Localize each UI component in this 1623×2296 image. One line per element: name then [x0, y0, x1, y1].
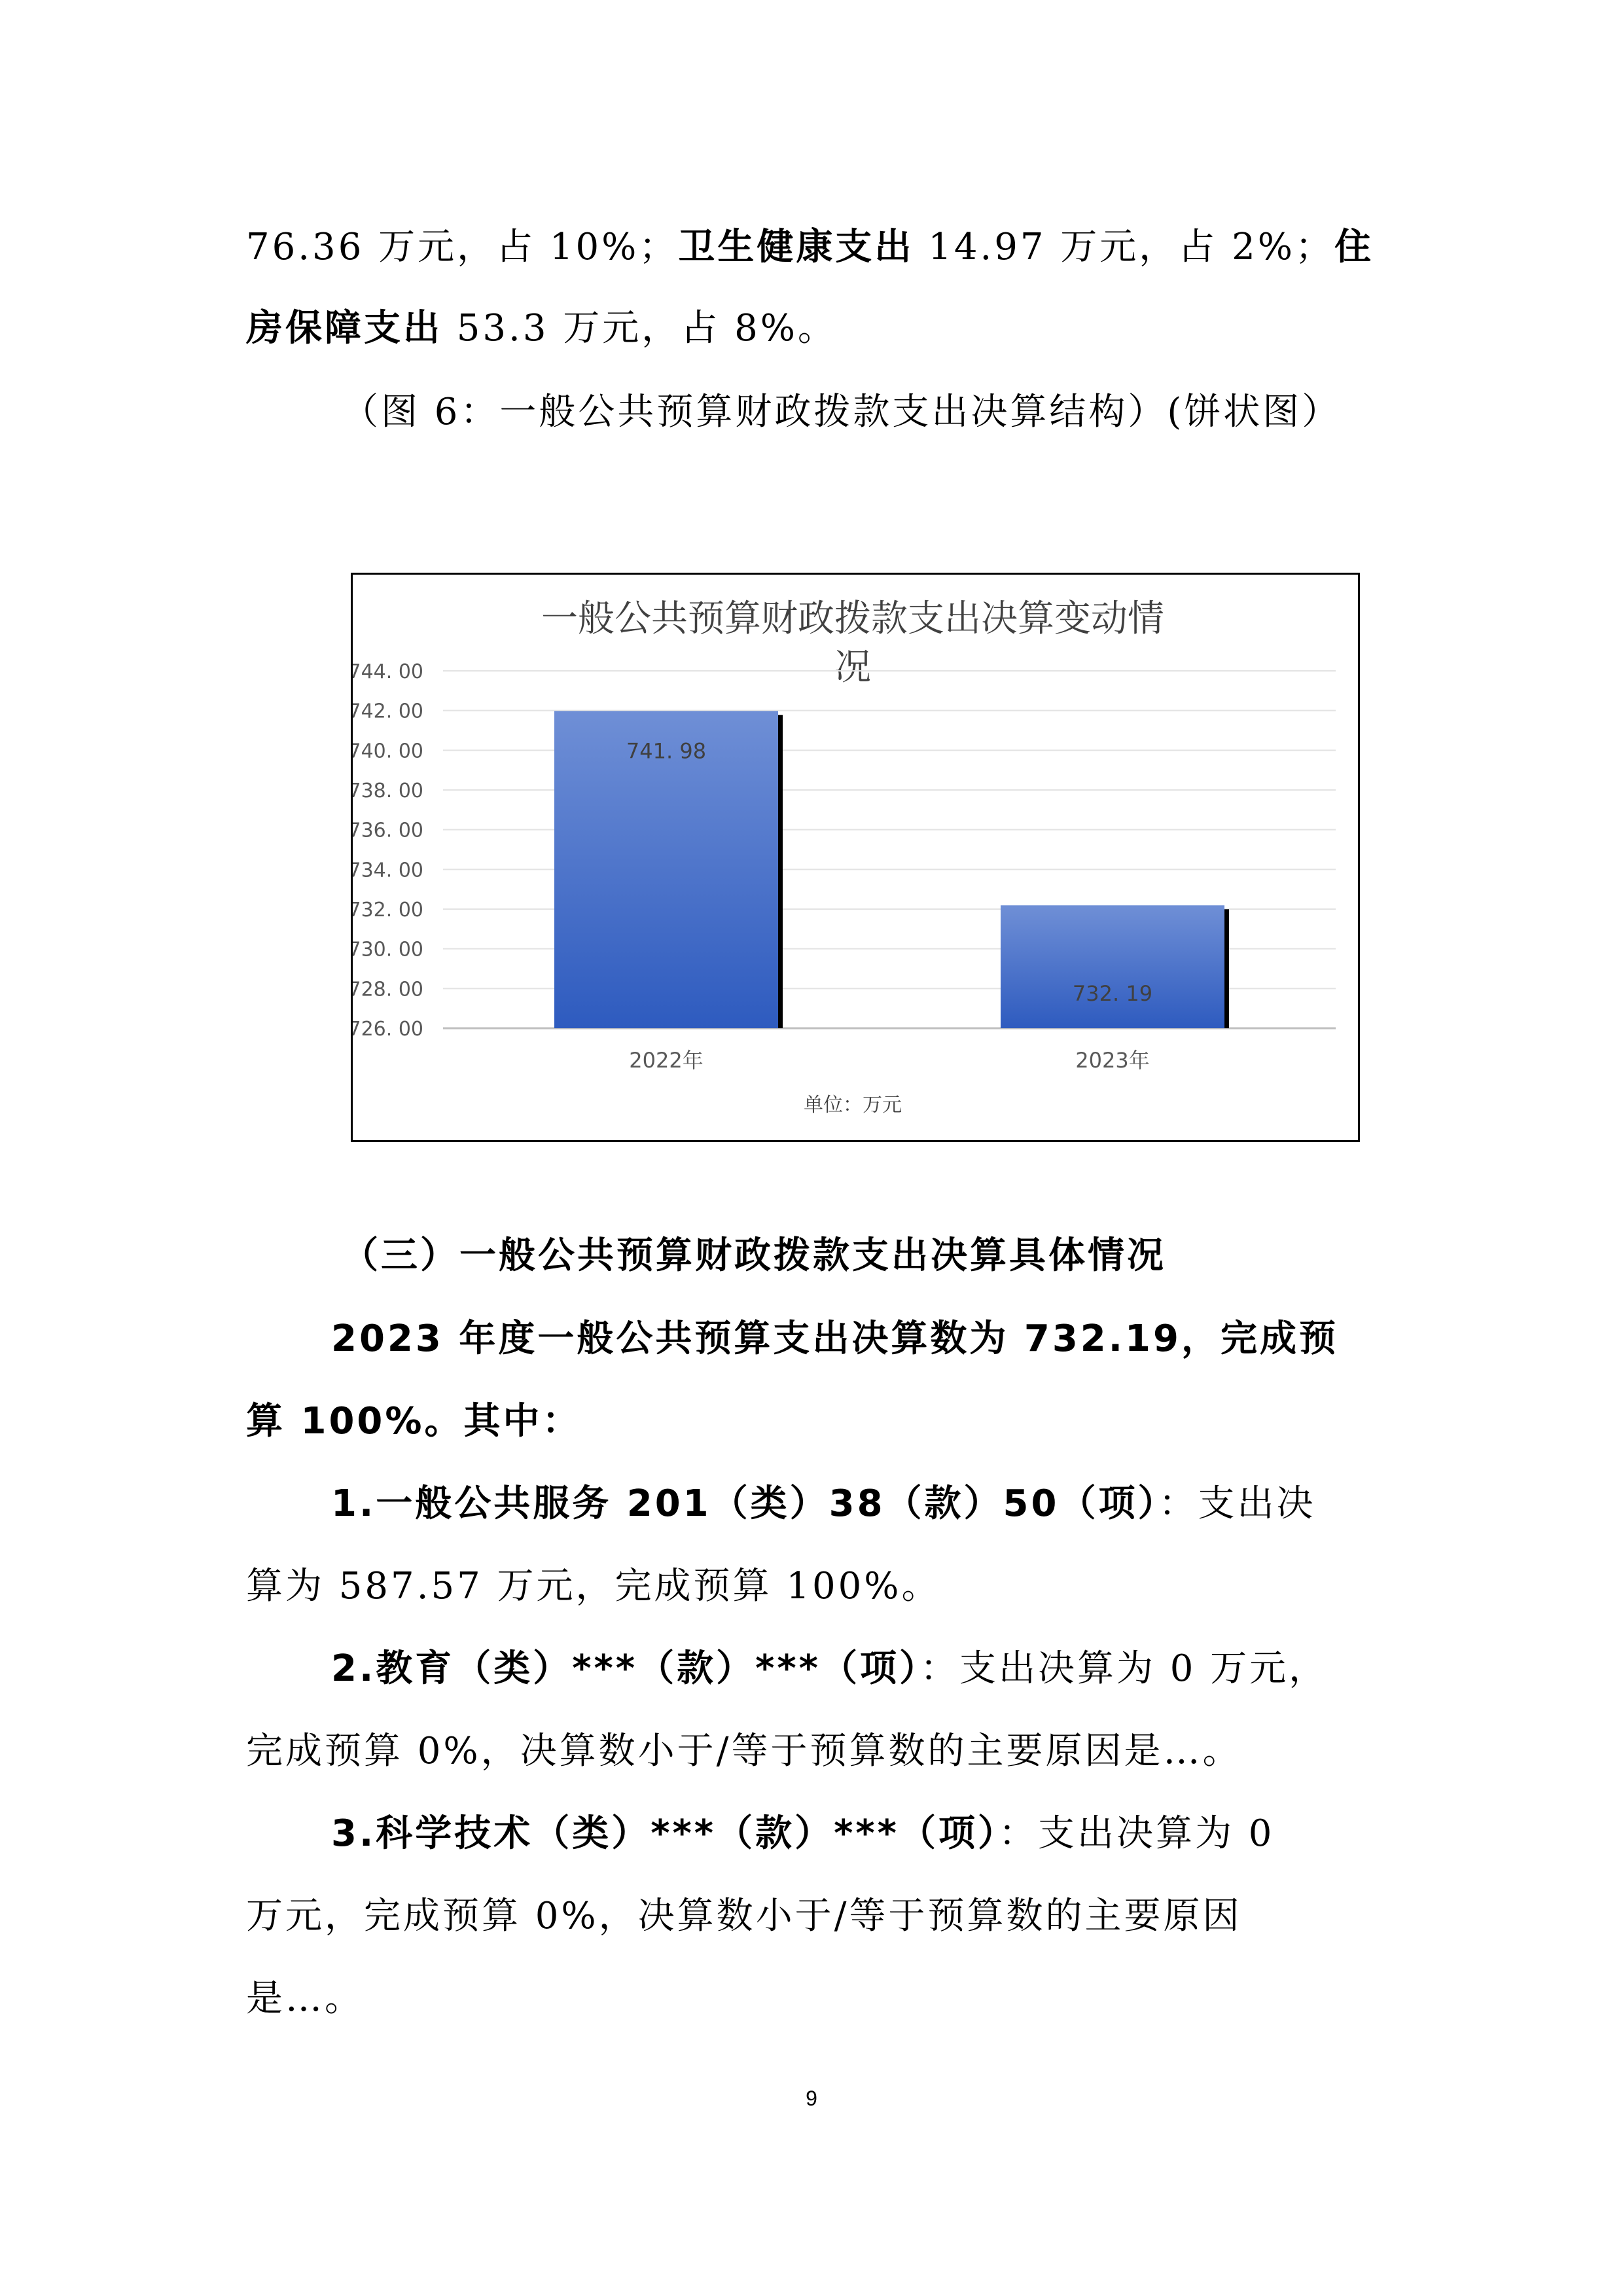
- y-tick-label: 736. 00: [353, 819, 423, 842]
- item-1-line-2: 算为 587.57 万元，完成预算 100%。: [246, 1565, 941, 1607]
- item-3-line-2: 万元，完成预算 0%，决算数小于/等于预算数的主要原因: [246, 1895, 1242, 1937]
- body-line-1: 76.36 万元，占 10%；卫生健康支出 14.97 万元，占 2%；住: [246, 226, 1374, 268]
- y-tick-label: 732. 00: [353, 899, 423, 922]
- bar-2023年: [1001, 905, 1224, 1028]
- y-tick-label: 738. 00: [353, 780, 423, 802]
- para-line-1: 2023 年度一般公共预算支出决算数为 732.19，完成预: [331, 1318, 1338, 1360]
- bold-term-housing-start: 住: [1334, 226, 1374, 268]
- bar-chart: [351, 573, 1360, 1142]
- x-tick-label: 2022年: [629, 1048, 704, 1073]
- y-tick-label: 734. 00: [353, 859, 423, 882]
- figure-caption: （图 6：一般公共预算财政拨款支出决算结构）(饼状图）: [342, 391, 1342, 433]
- item-2-line-1: 2.教育（类）***（款）***（项）：支出决算为 0 万元，: [331, 1647, 1329, 1690]
- chart-title-line-1: 一般公共预算财政拨款支出决算变动情: [541, 598, 1164, 640]
- bold-term-health: 卫生健康支出: [678, 226, 914, 268]
- item-1-line-1: 1.一般公共服务 201（类）38（款）50（项）：支出决: [331, 1482, 1316, 1525]
- x-tick-label: 2023年: [1075, 1048, 1150, 1073]
- y-tick-label: 728. 00: [353, 978, 423, 1001]
- data-label: 741. 98: [626, 738, 707, 764]
- section-heading: （三）一般公共预算财政拨款支出决算具体情况: [342, 1234, 1166, 1277]
- y-tick-label: 730. 00: [353, 938, 423, 961]
- chart-svg: [353, 575, 1358, 1140]
- item-2-line-2: 完成预算 0%，决算数小于/等于预算数的主要原因是…。: [246, 1730, 1242, 1772]
- y-tick-label: 744. 00: [353, 660, 423, 683]
- y-tick-label: 742. 00: [353, 700, 423, 723]
- item-3-line-3: 是…。: [246, 1977, 364, 2020]
- para-line-2: 算 100%。其中：: [246, 1400, 582, 1443]
- item-3-line-1: 3.科学技术（类）***（款）***（项）：支出决算为 0: [331, 1812, 1275, 1855]
- y-tick-label: 740. 00: [353, 740, 423, 763]
- unit-label: 单位：万元: [804, 1094, 902, 1117]
- chart-title-line-2: 况: [834, 646, 871, 689]
- bold-term-housing: 房保障支出: [246, 307, 442, 350]
- y-tick-label: 726. 00: [353, 1018, 423, 1041]
- page-number: 9: [806, 2087, 817, 2110]
- body-line-2: 房保障支出 53.3 万元，占 8%。: [246, 307, 837, 350]
- data-label: 732. 19: [1072, 981, 1153, 1006]
